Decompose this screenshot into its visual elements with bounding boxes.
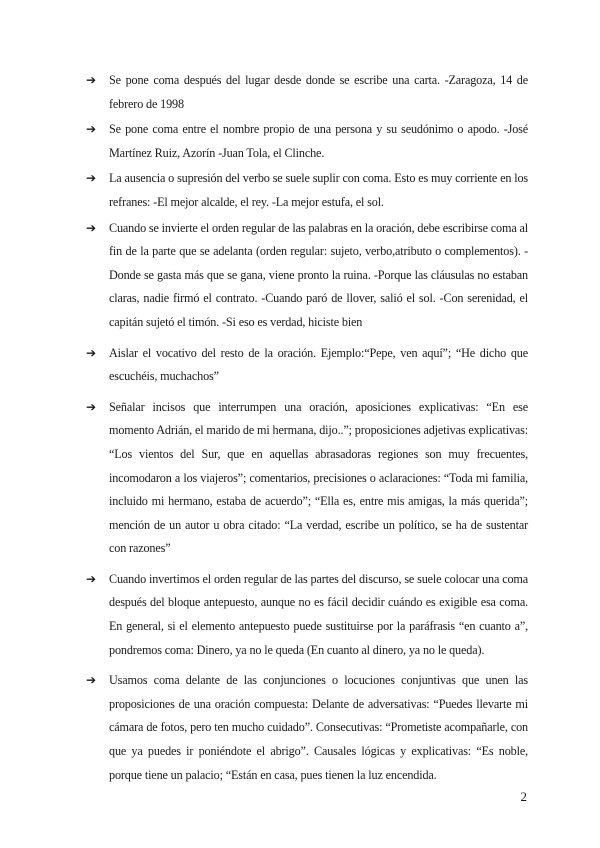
list-item-text: Cuando se invierte el orden regular de las palabras en la oración, debe escribirse coma al fin de la parte que se adelanta (orden regular: sujeto, verbo,atributo o complementos). -Donde se gasta más que se gana, viene pronto la ruina. -Porque las cláusulas no estaban claras, nadie firmó el contrato. -Cuando paró de llover, salió el sol. -Con serenidad, el capitán sujetó el timón. -Si eso es verdad, hiciste bien bbox=[109, 220, 528, 329]
arrow-right-icon: ➔ bbox=[86, 571, 96, 586]
arrow-right-icon: ➔ bbox=[86, 220, 96, 235]
arrow-right-icon: ➔ bbox=[86, 345, 96, 360]
list-item bbox=[86, 568, 528, 662]
arrow-right-icon: ➔ bbox=[86, 73, 96, 87]
list-item bbox=[86, 396, 528, 561]
list-item-text: Señalar incisos que interrumpen una oración, aposiciones explicativas: “En ese momento Adrián, el marido de mi hermana, dijo..”; proposiciones adjetivas explicativas: “Los vientos del Sur, que en aquellas abrasadoras regiones son muy frecuentes, incomodaron a los viajeros”; comentarios, precisiones o aclaraciones: “Toda mi familia, incluido mi hermano, estaba de acuerdo”; “Ella es, entre mis amigas, la más querida”; mención de un autor u obra citado: “La verdad, escribe un político, se ha de sustentar con razones” bbox=[109, 399, 528, 556]
list-item-text: Se pone coma después del lugar desde donde se escribe una carta. -Zaragoza, 14 de febrero de 1998 bbox=[109, 73, 528, 111]
list-item bbox=[86, 118, 528, 165]
arrow-right-icon: ➔ bbox=[86, 171, 96, 186]
list-item-text: Cuando invertimos el orden regular de las partes del discurso, se suele colocar una coma después del bloque antepuesto, aunque no es fácil decidir cuándo es exigible esa coma. En general, si el elemento antepuesto puede sustituirse por la paráfrasis “en cuanto a”, pondremos coma: Dinero, ya no le queda (En cuanto al dinero, ya no le queda). bbox=[109, 571, 528, 657]
list-item bbox=[86, 167, 528, 214]
arrow-right-icon: ➔ bbox=[86, 673, 96, 688]
comma-rules-list bbox=[86, 69, 528, 787]
list-item bbox=[86, 217, 528, 335]
list-item bbox=[86, 69, 528, 116]
list-item-text: Se pone coma entre el nombre propio de una persona y su seudónimo o apodo. -José Martínez Ruiz, Azorín -Juan Tola, el Clinche. bbox=[109, 122, 528, 160]
page-number: 2 bbox=[520, 789, 527, 804]
list-item-text: Aislar el vocativo del resto de la oración. Ejemplo:“Pepe, ven aquí”; “He dicho que escuchéis, muchachos” bbox=[109, 345, 528, 384]
arrow-right-icon: ➔ bbox=[86, 122, 96, 137]
list-item bbox=[86, 342, 528, 389]
list-item bbox=[86, 669, 528, 787]
list-item-text: La ausencia o supresión del verbo se suele suplir con coma. Esto es muy corriente en los refranes: -El mejor alcalde, el rey. -La mejor estufa, el sol. bbox=[109, 171, 528, 209]
arrow-right-icon: ➔ bbox=[86, 399, 96, 414]
list-item-text: Usamos coma delante de las conjunciones o locuciones conjuntivas que unen las proposiciones de una oración compuesta: Delante de adversativas: “Puedes llevarte mi cámara de fotos, pero ten mucho cuidado”. Consecutivas: “Prometiste acompañarle, con que ya puedes ir poniéndote el abrigo”. Causales lógicas y explicativas: “Es noble, porque tiene un palacio; “Están en casa, pues tienen la luz encendida. bbox=[109, 673, 528, 782]
